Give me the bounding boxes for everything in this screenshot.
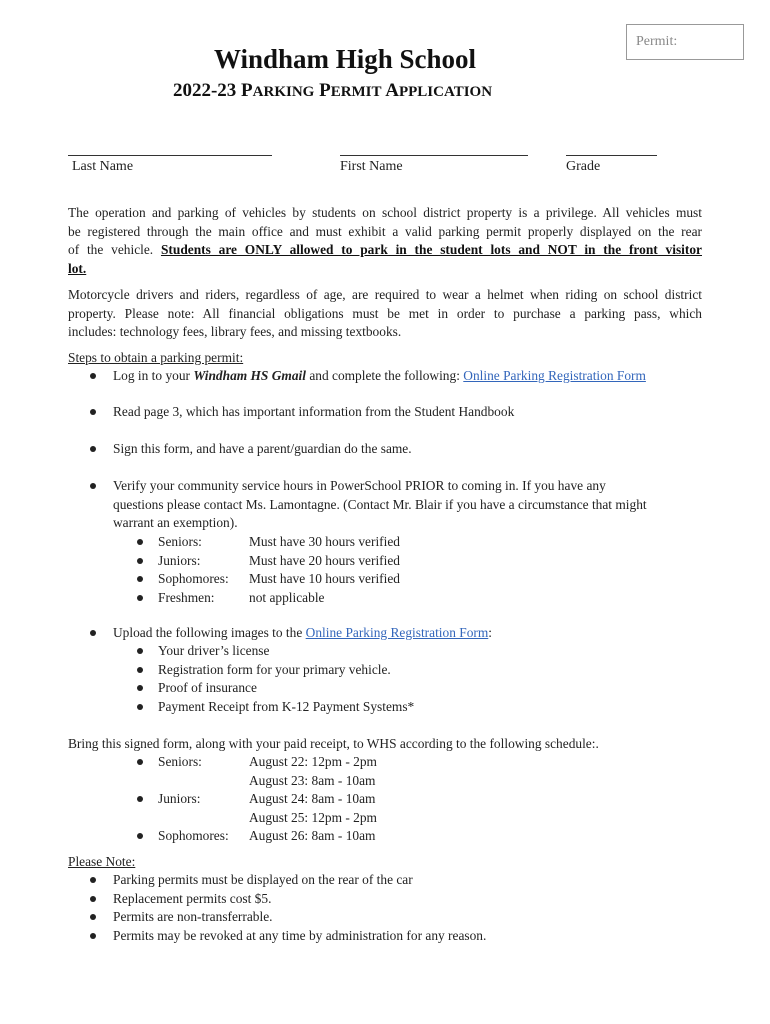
bullet-icon [90,483,96,489]
bullet-icon [137,539,143,545]
first-name-label: First Name [340,159,403,174]
bullet-icon [90,446,96,452]
parking-rule: Students are ONLY allowed to park in the student lots and NOT in the front visitor [160,242,702,258]
registration-form-link[interactable]: Online Parking Registration Form [463,368,646,383]
school-title: Windham High School [213,44,477,74]
schedule-list: Seniors: August 22: 12pm - 2pm August 23: 8am - 10am Juniors: August 24: 8am - 10am August 25: 12pm - 2pm Sophomores: August 26: 8am - 10am [0,753,770,848]
bullet-icon [137,833,143,839]
bullet-icon [90,896,96,902]
permit-label: Permit: [636,34,678,49]
bullet-icon [90,914,96,920]
intro-paragraph: The operation and parking of vehicles by students on school district property is a privilege. All vehicles must be registered through the main office and must exhibit a valid parking permit properly displayed on the rear of the vehicle. Students are ONLY allowed to park in the student lots and NOT in the front visitor lot. [68,205,702,276]
bullet-icon [90,933,96,939]
bullet-icon [137,595,143,601]
step-3: Sign this form, and have a parent/guardian do the same. [113,441,412,456]
grade-line[interactable] [566,155,657,156]
first-name-line[interactable] [340,155,528,156]
bullet-icon [90,877,96,883]
bullet-icon [137,667,143,673]
hours-list: Seniors: Must have 30 hours verified Juniors: Must have 20 hours verified Sophomores: Must have 10 hours verified Freshmen: not applicable [0,533,770,613]
bullet-icon [137,648,143,654]
step-4: Verify your community service hours in PowerSchool PRIOR to coming in. If you have any questions please contact Ms. Lamontagne. (Contact Mr. Blair if you have a circumstance that might warrant an exemption). [113,478,647,531]
bullet-icon [137,704,143,710]
bullet-icon [137,558,143,564]
bullet-icon [90,373,96,379]
motorcycle-paragraph: Motorcycle drivers and riders, regardless of age, are required to wear a helmet when riding on school district property. Please note: All financial obligations must be met in order to purchase a parking pass, which includes: technology fees, library fees, and missing textbooks. [68,287,702,340]
steps-heading: Steps to obtain a parking permit: [68,350,244,365]
bullet-icon [90,409,96,415]
grade-label: Grade [566,159,601,174]
bullet-icon [137,796,143,802]
step-1: Log in to your Windham HS Gmail and complete the following: Online Parking Registration Form [113,368,646,383]
last-name-label: Last Name [72,159,134,174]
step-2: Read page 3, which has important information from the Student Handbook [113,404,515,419]
last-name-line[interactable] [68,155,272,156]
note-heading: Please Note: [68,854,136,869]
step-5: Upload the following images to the Online Parking Registration Form: [113,625,493,640]
upload-list: Your driver’s license Registration form for your primary vehicle. Proof of insurance Payment Receipt from K-12 Payment Systems* [0,642,770,718]
schedule-intro: Bring this signed form, along with your paid receipt, to WHS according to the following schedule:. [68,736,599,751]
bullet-icon [137,685,143,691]
form-title: 2022-23 PARKING PERMIT APPLICATION [172,80,493,101]
bullet-icon [90,630,96,636]
note-list: Parking permits must be displayed on the rear of the car Replacement permits cost $5. Permits are non-transferrable. Permits may be revoked at any time by administration for any reason. [0,871,770,947]
bullet-icon [137,759,143,765]
bullet-icon [137,576,143,582]
registration-form-link[interactable]: Online Parking Registration Form [305,625,489,640]
